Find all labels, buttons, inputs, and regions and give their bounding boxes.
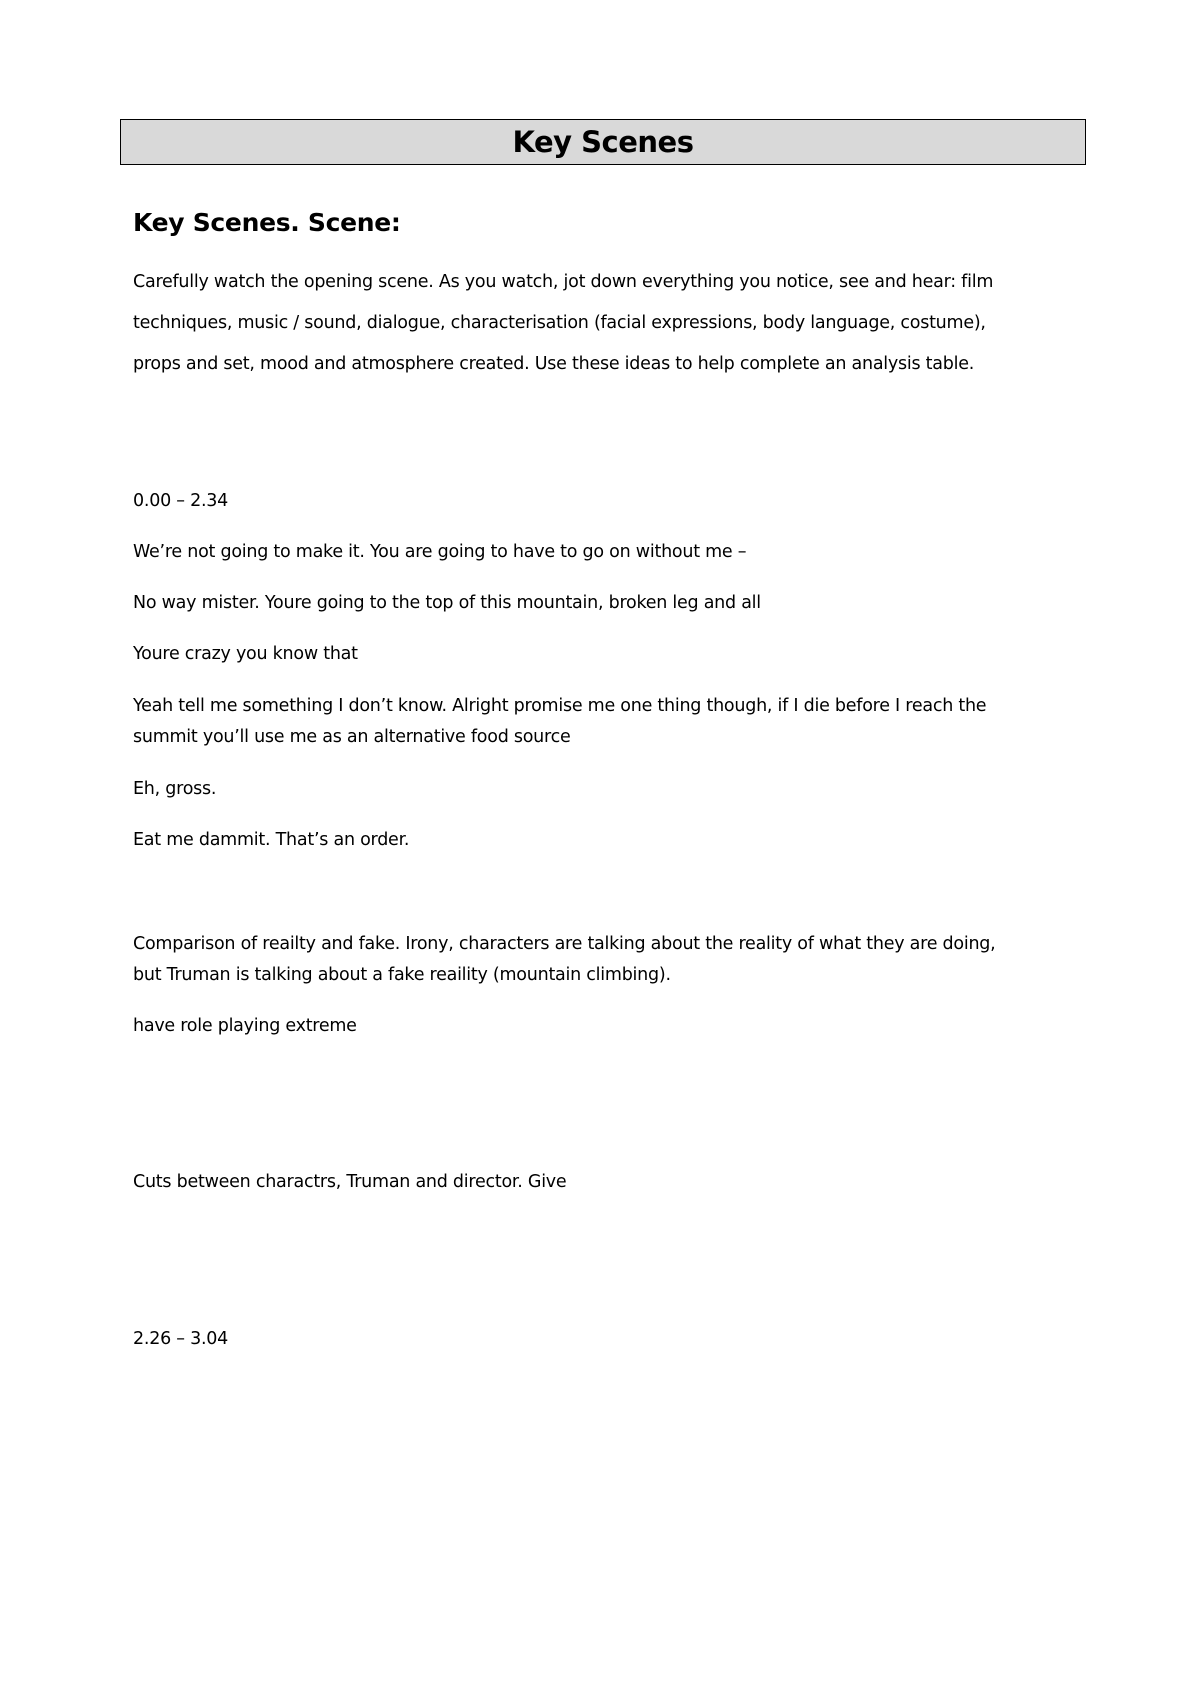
section-heading: Key Scenes. Scene: [133, 208, 401, 237]
dialogue-line-2: No way mister. Youre going to the top of this mountain, broken leg and all [133, 593, 761, 613]
dialogue-line-1: We’re not going to make it. You are going to have to go on without me – [133, 542, 747, 562]
note-comparison-line-2: but Truman is talking about a fake reaility (mountain climbing). [133, 965, 671, 985]
intro-line: Carefully watch the opening scene. As you watch, jot down everything you notice, see and hear: film [133, 272, 994, 292]
note-cuts: Cuts between charactrs, Truman and director. Give [133, 1172, 567, 1192]
page-title: Key Scenes [512, 124, 694, 159]
dialogue-line-4-part-1: Yeah tell me something I don’t know. Alright promise me one thing though, if I die before I reach the [133, 696, 987, 716]
dialogue-line-4 [133, 691, 986, 753]
intro-line: techniques, music / sound, dialogue, characterisation (facial expressions, body language, costume), [133, 313, 986, 333]
dialogue-line-5: Eh, gross. [133, 779, 217, 799]
intro-paragraph [133, 262, 993, 385]
note-comparison [133, 929, 995, 991]
title-banner [120, 119, 1086, 165]
timestamp-first: 0.00 – 2.34 [133, 491, 229, 511]
dialogue-line-3: Youre crazy you know that [133, 644, 358, 664]
intro-line: props and set, mood and atmosphere created. Use these ideas to help complete an analysis table. [133, 354, 975, 374]
dialogue-line-6: Eat me dammit. That’s an order. [133, 830, 410, 850]
note-role-playing: have role playing extreme [133, 1016, 357, 1036]
timestamp-second: 2.26 – 3.04 [133, 1329, 229, 1349]
dialogue-line-4-part-2: summit you’ll use me as an alternative food source [133, 727, 571, 747]
note-comparison-line-1: Comparison of reailty and fake. Irony, characters are talking about the reality of what they are doing, [133, 934, 996, 954]
